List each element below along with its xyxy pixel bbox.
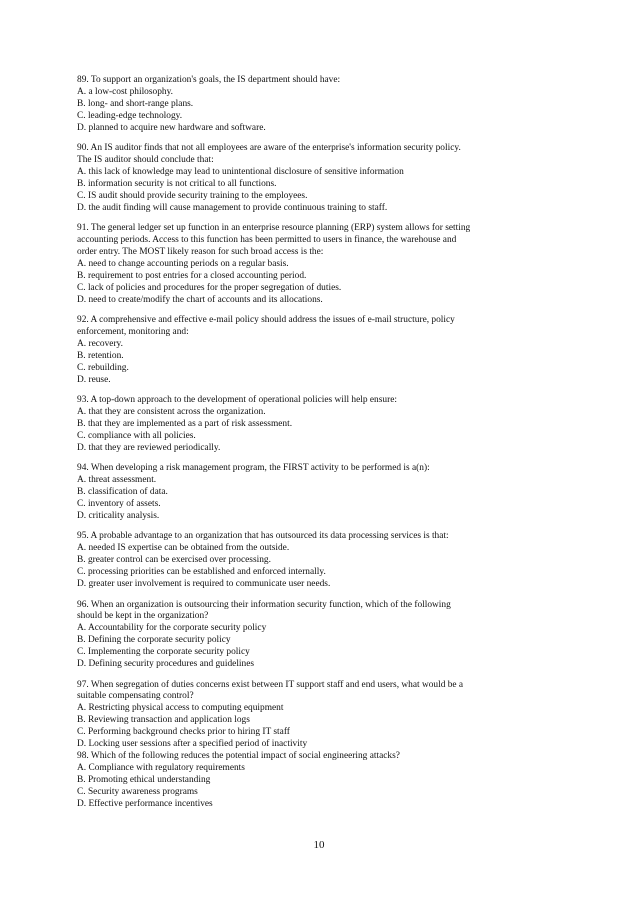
question-block bbox=[77, 463, 477, 523]
answer-option: D. criticality analysis. bbox=[77, 510, 160, 521]
answer-option: C. Performing background checks prior to hiring IT staff bbox=[77, 727, 290, 738]
answer-option: A. Restricting physical access to computing equipment bbox=[77, 703, 284, 714]
answer-option: D. Locking user sessions after a specified period of inactivity bbox=[77, 739, 308, 750]
question-stem: 97. When segregation of duties concerns exist between IT support staff and end users, what would be a suitable compensating control? bbox=[77, 679, 464, 702]
answer-option: C. compliance with all policies. bbox=[77, 430, 196, 441]
question-stem: 90. An IS auditor finds that not all employees are aware of the enterprise's information security policy. The IS auditor should conclude that: bbox=[77, 143, 461, 166]
question-stem: 98. Which of the following reduces the potential impact of social engineering attacks? bbox=[77, 750, 400, 761]
answer-option: A. need to change accounting periods on a regular basis. bbox=[77, 258, 289, 269]
answer-option: A. Compliance with regulatory requirements bbox=[77, 762, 245, 773]
question-list bbox=[77, 75, 477, 819]
answer-option: B. Defining the corporate security policy bbox=[77, 635, 231, 646]
answer-option: C. Security awareness programs bbox=[77, 786, 198, 797]
answer-option: A. that they are consistent across the organization. bbox=[77, 407, 266, 418]
answer-option: C. lack of policies and procedures for the proper segregation of duties. bbox=[77, 282, 342, 293]
question-stem: 96. When an organization is outsourcing their information security function, which of the following should be kept in the organization? bbox=[77, 599, 451, 622]
page-number: 10 bbox=[313, 839, 325, 851]
answer-option: C. IS audit should provide security training to the employees. bbox=[77, 190, 308, 201]
answer-option: C. leading-edge technology. bbox=[77, 110, 183, 121]
question-stem: 93. A top-down approach to the development of operational policies will help ensure: bbox=[77, 395, 397, 406]
answer-option: A. this lack of knowledge may lead to unintentional disclosure of sensitive information bbox=[77, 166, 404, 177]
answer-option: C. inventory of assets. bbox=[77, 498, 161, 509]
answer-option: A. needed IS expertise can be obtained from the outside. bbox=[77, 543, 290, 554]
question-block bbox=[77, 75, 477, 135]
answer-option: C. Implementing the corporate security policy bbox=[77, 647, 250, 658]
answer-option: C. rebuilding. bbox=[77, 362, 129, 373]
answer-option: C. processing priorities can be established and enforced internally. bbox=[77, 567, 326, 578]
answer-option: D. reuse. bbox=[77, 374, 111, 385]
answer-option: A. recovery. bbox=[77, 338, 123, 349]
answer-option: A. a low-cost philosophy. bbox=[77, 86, 173, 97]
answer-option: D. that they are reviewed periodically. bbox=[77, 442, 221, 453]
answer-option: A. threat assessment. bbox=[77, 475, 157, 486]
answer-option: B. that they are implemented as a part of risk assessment. bbox=[77, 418, 293, 429]
answer-option: B. retention. bbox=[77, 350, 124, 361]
question-block bbox=[77, 143, 477, 214]
answer-option: D. Effective performance incentives bbox=[77, 798, 213, 809]
answer-option: B. Promoting ethical understanding bbox=[77, 774, 211, 785]
question-block bbox=[77, 680, 477, 751]
answer-option: B. Reviewing transaction and application logs bbox=[77, 715, 250, 726]
answer-option: D. Defining security procedures and guidelines bbox=[77, 659, 255, 670]
question-stem: 91. The general ledger set up function in an enterprise resource planning (ERP) system allows for setting accounting periods. Access to this function has been permitted to users in finance, the warehouse and order entry. The MOST likely reason for such broad access is the: bbox=[77, 223, 471, 257]
answer-option: D. the audit finding will cause management to provide continuous training to staff. bbox=[77, 202, 388, 213]
answer-option: B. requirement to post entries for a closed accounting period. bbox=[77, 270, 307, 281]
question-block bbox=[77, 395, 477, 455]
answer-option: B. long- and short-range plans. bbox=[77, 98, 194, 109]
question-block bbox=[77, 223, 477, 306]
question-block bbox=[77, 751, 477, 811]
question-block bbox=[77, 315, 477, 386]
question-stem: 92. A comprehensive and effective e-mail policy should address the issues of e-mail structure, policy enforcement, monitoring and: bbox=[77, 315, 455, 337]
answer-option: B. information security is not critical to all functions. bbox=[77, 178, 277, 189]
answer-option: B. classification of data. bbox=[77, 487, 168, 498]
question-stem: 89. To support an organization's goals, the IS department should have: bbox=[77, 75, 341, 85]
answer-option: D. need to create/modify the chart of accounts and its allocations. bbox=[77, 294, 323, 305]
answer-option: A. Accountability for the corporate security policy bbox=[77, 623, 267, 634]
answer-option: D. planned to acquire new hardware and software. bbox=[77, 122, 266, 133]
answer-option: B. greater control can be exercised over processing. bbox=[77, 555, 271, 566]
question-block bbox=[77, 600, 477, 671]
question-block bbox=[77, 531, 477, 591]
answer-option: D. greater user involvement is required to communicate user needs. bbox=[77, 579, 331, 589]
question-stem: 95. A probable advantage to an organization that has outsourced its data processing services is that: bbox=[77, 531, 449, 542]
question-stem: 94. When developing a risk management program, the FIRST activity to be performed is a(n): bbox=[77, 463, 430, 474]
